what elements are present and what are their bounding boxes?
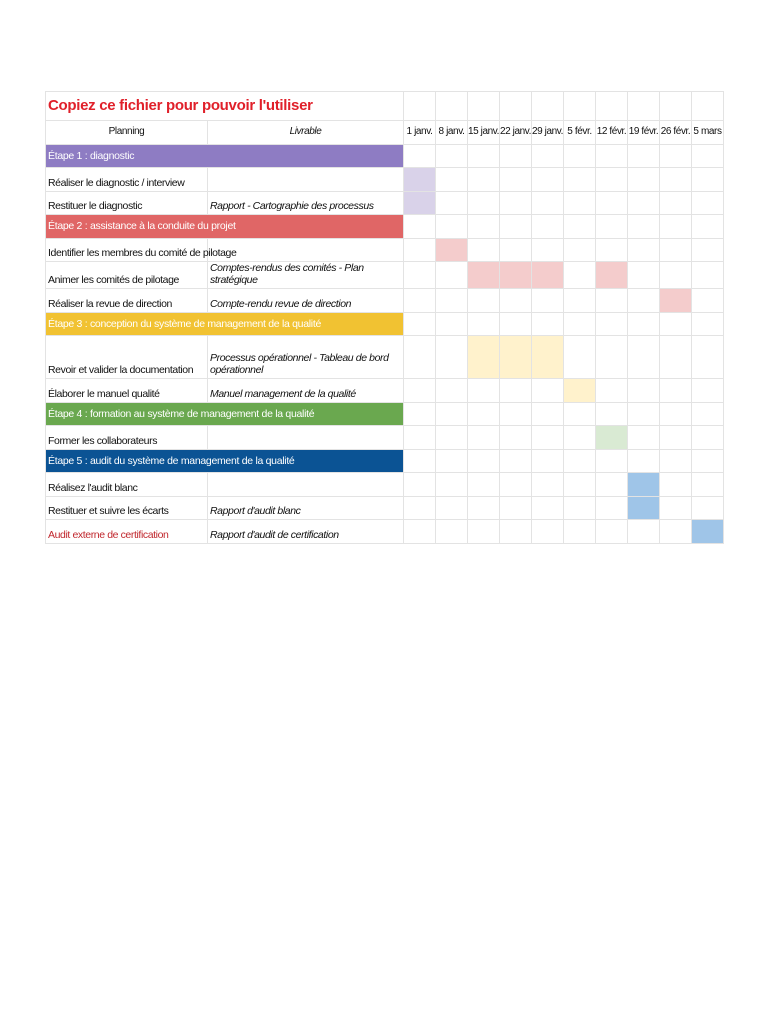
header-week[interactable]: 1 janv. — [404, 121, 436, 145]
gantt-cell[interactable] — [596, 215, 628, 239]
gantt-cell[interactable] — [564, 145, 596, 169]
gantt-cell[interactable] — [692, 403, 724, 427]
empty-cell[interactable] — [596, 92, 628, 121]
gantt-cell[interactable] — [596, 313, 628, 337]
gantt-sheet — [45, 91, 724, 544]
empty-cell[interactable] — [468, 92, 500, 121]
gantt-cell-filled[interactable] — [596, 426, 628, 450]
task-name[interactable]: Revoir et valider la documentation — [46, 336, 208, 379]
header-week[interactable]: 5 mars — [692, 121, 724, 145]
gantt-cell[interactable] — [532, 168, 564, 192]
gantt-cell[interactable] — [404, 215, 436, 239]
gantt-cell[interactable] — [628, 262, 660, 289]
gantt-cell[interactable] — [692, 313, 724, 337]
empty-cell[interactable] — [404, 92, 436, 121]
gantt-cell[interactable] — [596, 450, 628, 474]
task-deliverable[interactable]: Rapport d'audit blanc — [208, 497, 404, 521]
gantt-cell[interactable] — [596, 403, 628, 427]
header-livrable[interactable]: Livrable — [208, 121, 404, 145]
header-week[interactable]: 29 janv. — [532, 121, 564, 145]
gantt-cell[interactable] — [564, 313, 596, 337]
gantt-cell[interactable] — [628, 168, 660, 192]
gantt-cell-filled[interactable] — [436, 239, 468, 263]
gantt-cell[interactable] — [468, 313, 500, 337]
gantt-cell[interactable] — [596, 239, 628, 263]
empty-cell[interactable] — [628, 92, 660, 121]
gantt-cell-filled[interactable] — [500, 336, 532, 379]
header-week[interactable]: 22 janv. — [500, 121, 532, 145]
gantt-cell[interactable] — [628, 313, 660, 337]
gantt-cell-filled[interactable] — [628, 497, 660, 521]
gantt-cell[interactable] — [532, 379, 564, 403]
gantt-cell[interactable] — [436, 473, 468, 497]
header-week[interactable]: 12 févr. — [596, 121, 628, 145]
gantt-cell[interactable] — [436, 426, 468, 450]
gantt-cell[interactable] — [532, 497, 564, 521]
gantt-cell[interactable] — [564, 289, 596, 313]
gantt-cell[interactable] — [692, 145, 724, 169]
gantt-cell[interactable] — [468, 145, 500, 169]
task-name[interactable]: Former les collaborateurs — [46, 426, 208, 450]
task-deliverable[interactable] — [208, 239, 404, 263]
gantt-cell[interactable] — [404, 239, 436, 263]
header-week[interactable]: 8 janv. — [436, 121, 468, 145]
gantt-cell-filled[interactable] — [532, 262, 564, 289]
gantt-cell[interactable] — [500, 289, 532, 313]
gantt-cell[interactable] — [500, 379, 532, 403]
gantt-cell[interactable] — [628, 403, 660, 427]
task-deliverable[interactable] — [208, 168, 404, 192]
task-name[interactable]: Identifier les membres du comité de pilotage — [46, 239, 208, 263]
task-name[interactable]: Restituer et suivre les écarts — [46, 497, 208, 521]
gantt-cell[interactable] — [404, 450, 436, 474]
task-name[interactable]: Réaliser la revue de direction — [46, 289, 208, 313]
task-deliverable[interactable]: Comptes-rendus des comités - Plan stratégique — [208, 262, 404, 289]
gantt-cell-filled[interactable] — [564, 379, 596, 403]
gantt-cell[interactable] — [564, 497, 596, 521]
gantt-cell[interactable] — [532, 289, 564, 313]
task-deliverable[interactable]: Compte-rendu revue de direction — [208, 289, 404, 313]
gantt-cell[interactable] — [436, 450, 468, 474]
gantt-cell[interactable] — [404, 289, 436, 313]
stage-header[interactable]: Étape 3 : conception du système de management de la qualité — [46, 313, 404, 337]
gantt-cell[interactable] — [500, 473, 532, 497]
empty-cell[interactable] — [692, 92, 724, 121]
empty-cell[interactable] — [500, 92, 532, 121]
gantt-cell[interactable] — [404, 403, 436, 427]
gantt-cell[interactable] — [628, 426, 660, 450]
gantt-cell[interactable] — [660, 426, 692, 450]
gantt-cell[interactable] — [404, 426, 436, 450]
gantt-cell-filled[interactable] — [500, 262, 532, 289]
gantt-cell[interactable] — [660, 215, 692, 239]
gantt-cell-filled[interactable] — [468, 336, 500, 379]
task-name[interactable]: Audit externe de certification — [46, 520, 208, 544]
gantt-cell[interactable] — [564, 262, 596, 289]
gantt-cell[interactable] — [404, 497, 436, 521]
gantt-cell[interactable] — [436, 168, 468, 192]
gantt-cell[interactable] — [660, 403, 692, 427]
gantt-cell-filled[interactable] — [692, 520, 724, 544]
gantt-cell[interactable] — [532, 192, 564, 216]
gantt-cell[interactable] — [564, 403, 596, 427]
gantt-cell[interactable] — [468, 497, 500, 521]
gantt-cell[interactable] — [660, 192, 692, 216]
gantt-cell-filled[interactable] — [532, 336, 564, 379]
gantt-cell-filled[interactable] — [404, 168, 436, 192]
gantt-cell[interactable] — [404, 473, 436, 497]
gantt-cell[interactable] — [436, 379, 468, 403]
gantt-cell[interactable] — [500, 192, 532, 216]
gantt-cell[interactable] — [532, 520, 564, 544]
gantt-cell-filled[interactable] — [404, 192, 436, 216]
gantt-cell[interactable] — [628, 450, 660, 474]
empty-cell[interactable] — [660, 92, 692, 121]
gantt-cell[interactable] — [628, 379, 660, 403]
task-deliverable[interactable]: Rapport - Cartographie des processus — [208, 192, 404, 216]
empty-cell[interactable] — [532, 92, 564, 121]
gantt-cell[interactable] — [692, 168, 724, 192]
gantt-cell[interactable] — [468, 215, 500, 239]
gantt-cell[interactable] — [660, 497, 692, 521]
gantt-cell[interactable] — [564, 450, 596, 474]
gantt-cell[interactable] — [436, 403, 468, 427]
gantt-cell[interactable] — [628, 215, 660, 239]
gantt-cell[interactable] — [500, 215, 532, 239]
gantt-cell[interactable] — [660, 239, 692, 263]
gantt-cell[interactable] — [628, 336, 660, 379]
task-name[interactable]: Élaborer le manuel qualité — [46, 379, 208, 403]
header-planning[interactable]: Planning — [46, 121, 208, 145]
task-name[interactable]: Animer les comités de pilotage — [46, 262, 208, 289]
gantt-cell[interactable] — [500, 168, 532, 192]
gantt-cell[interactable] — [692, 289, 724, 313]
gantt-cell[interactable] — [404, 145, 436, 169]
gantt-cell[interactable] — [468, 426, 500, 450]
gantt-cell[interactable] — [564, 520, 596, 544]
gantt-cell[interactable] — [660, 450, 692, 474]
gantt-cell[interactable] — [660, 336, 692, 379]
gantt-cell[interactable] — [660, 520, 692, 544]
gantt-cell[interactable] — [596, 336, 628, 379]
gantt-cell[interactable] — [436, 145, 468, 169]
task-deliverable[interactable]: Manuel management de la qualité — [208, 379, 404, 403]
gantt-cell[interactable] — [692, 336, 724, 379]
gantt-cell[interactable] — [468, 473, 500, 497]
gantt-cell[interactable] — [532, 473, 564, 497]
gantt-cell[interactable] — [596, 168, 628, 192]
gantt-cell[interactable] — [692, 450, 724, 474]
gantt-cell[interactable] — [692, 215, 724, 239]
gantt-cell[interactable] — [596, 473, 628, 497]
gantt-cell[interactable] — [660, 379, 692, 403]
gantt-cell[interactable] — [532, 403, 564, 427]
gantt-cell[interactable] — [436, 313, 468, 337]
gantt-cell[interactable] — [564, 215, 596, 239]
gantt-cell[interactable] — [532, 215, 564, 239]
gantt-cell[interactable] — [532, 145, 564, 169]
gantt-cell[interactable] — [436, 336, 468, 379]
gantt-cell[interactable] — [532, 313, 564, 337]
gantt-cell[interactable] — [660, 145, 692, 169]
gantt-cell-filled[interactable] — [596, 262, 628, 289]
gantt-cell[interactable] — [628, 520, 660, 544]
gantt-cell[interactable] — [692, 239, 724, 263]
gantt-cell[interactable] — [628, 192, 660, 216]
gantt-cell[interactable] — [468, 168, 500, 192]
gantt-cell[interactable] — [500, 239, 532, 263]
gantt-cell[interactable] — [692, 192, 724, 216]
gantt-cell[interactable] — [596, 497, 628, 521]
task-deliverable[interactable]: Rapport d'audit de certification — [208, 520, 404, 544]
gantt-cell[interactable] — [500, 520, 532, 544]
header-week[interactable]: 26 févr. — [660, 121, 692, 145]
stage-header[interactable]: Étape 1 : diagnostic — [46, 145, 404, 169]
gantt-cell[interactable] — [660, 168, 692, 192]
gantt-cell[interactable] — [596, 192, 628, 216]
gantt-cell[interactable] — [404, 520, 436, 544]
gantt-cell[interactable] — [596, 520, 628, 544]
empty-cell[interactable] — [564, 92, 596, 121]
gantt-cell[interactable] — [564, 192, 596, 216]
gantt-cell-filled[interactable] — [628, 473, 660, 497]
gantt-cell[interactable] — [628, 145, 660, 169]
gantt-cell[interactable] — [468, 520, 500, 544]
task-name[interactable]: Restituer le diagnostic — [46, 192, 208, 216]
gantt-cell-filled[interactable] — [468, 262, 500, 289]
task-name[interactable]: Réalisez l'audit blanc — [46, 473, 208, 497]
gantt-cell[interactable] — [404, 313, 436, 337]
gantt-cell[interactable] — [660, 262, 692, 289]
gantt-cell[interactable] — [468, 379, 500, 403]
gantt-cell[interactable] — [436, 192, 468, 216]
gantt-cell-filled[interactable] — [660, 289, 692, 313]
gantt-cell[interactable] — [660, 313, 692, 337]
sheet-title[interactable]: Copiez ce fichier pour pouvoir l'utiliser — [46, 92, 404, 121]
gantt-cell[interactable] — [660, 473, 692, 497]
gantt-cell[interactable] — [532, 239, 564, 263]
gantt-cell[interactable] — [436, 289, 468, 313]
gantt-cell[interactable] — [692, 497, 724, 521]
header-week[interactable]: 5 févr. — [564, 121, 596, 145]
gantt-cell[interactable] — [692, 426, 724, 450]
stage-header[interactable]: Étape 5 : audit du système de management de la qualité — [46, 450, 404, 474]
gantt-cell[interactable] — [692, 473, 724, 497]
gantt-cell[interactable] — [468, 450, 500, 474]
gantt-cell[interactable] — [500, 450, 532, 474]
gantt-cell[interactable] — [692, 262, 724, 289]
gantt-cell[interactable] — [500, 497, 532, 521]
gantt-cell[interactable] — [436, 262, 468, 289]
gantt-cell[interactable] — [532, 426, 564, 450]
gantt-cell[interactable] — [500, 403, 532, 427]
gantt-cell[interactable] — [436, 215, 468, 239]
gantt-cell[interactable] — [500, 313, 532, 337]
task-deliverable[interactable]: Processus opérationnel - Tableau de bord opérationnel — [208, 336, 404, 379]
gantt-cell[interactable] — [404, 262, 436, 289]
gantt-cell[interactable] — [436, 497, 468, 521]
task-name[interactable]: Réaliser le diagnostic / interview — [46, 168, 208, 192]
gantt-cell[interactable] — [468, 289, 500, 313]
stage-header[interactable]: Étape 4 : formation au système de management de la qualité — [46, 403, 404, 427]
header-week[interactable]: 15 janv. — [468, 121, 500, 145]
gantt-cell[interactable] — [436, 520, 468, 544]
header-week[interactable]: 19 févr. — [628, 121, 660, 145]
gantt-cell[interactable] — [692, 379, 724, 403]
gantt-cell[interactable] — [500, 145, 532, 169]
gantt-cell[interactable] — [596, 289, 628, 313]
task-deliverable[interactable] — [208, 473, 404, 497]
gantt-cell[interactable] — [596, 145, 628, 169]
gantt-cell[interactable] — [404, 379, 436, 403]
gantt-cell[interactable] — [596, 379, 628, 403]
stage-header[interactable]: Étape 2 : assistance à la conduite du projet — [46, 215, 404, 239]
gantt-cell[interactable] — [468, 403, 500, 427]
gantt-cell[interactable] — [468, 192, 500, 216]
gantt-cell[interactable] — [500, 426, 532, 450]
gantt-cell[interactable] — [628, 289, 660, 313]
gantt-cell[interactable] — [564, 473, 596, 497]
empty-cell[interactable] — [436, 92, 468, 121]
gantt-cell[interactable] — [564, 239, 596, 263]
gantt-cell[interactable] — [468, 239, 500, 263]
task-deliverable[interactable] — [208, 426, 404, 450]
gantt-cell[interactable] — [564, 168, 596, 192]
gantt-cell[interactable] — [532, 450, 564, 474]
gantt-cell[interactable] — [564, 426, 596, 450]
gantt-cell[interactable] — [628, 239, 660, 263]
gantt-cell[interactable] — [564, 336, 596, 379]
gantt-cell[interactable] — [404, 336, 436, 379]
